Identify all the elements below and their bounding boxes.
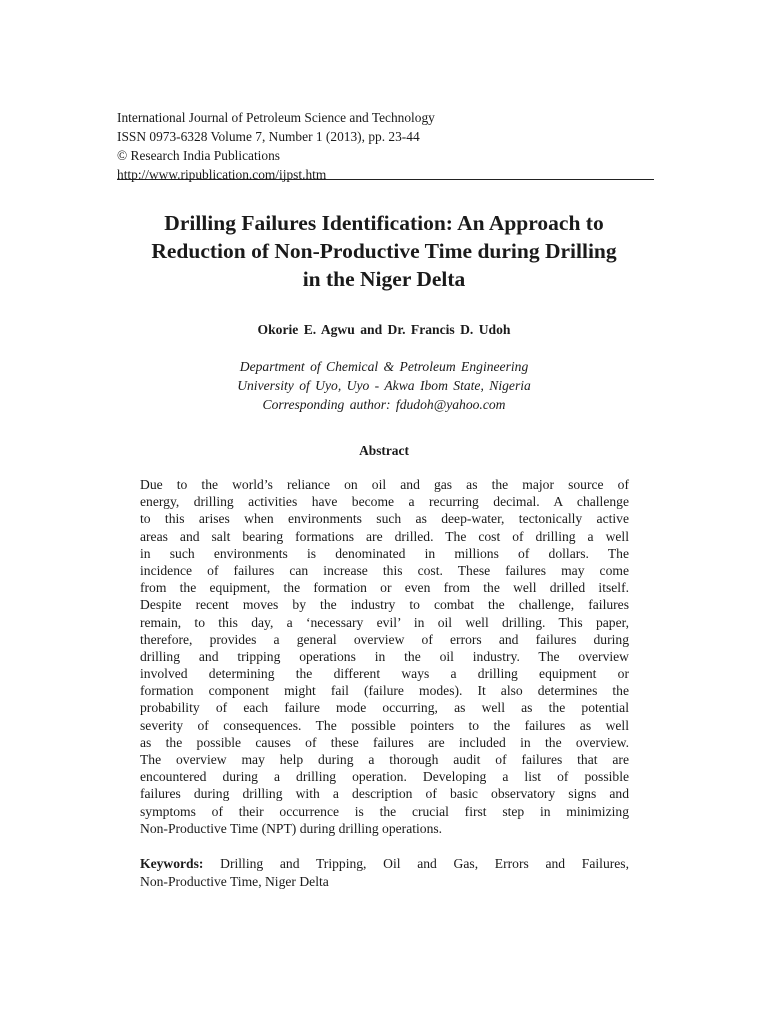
abstract-line: as the possible causes of these failures are included in the overview. (140, 734, 629, 750)
journal-publisher: © Research India Publications (117, 148, 281, 163)
title-line: Reduction of Non-Productive Time during Drilling (151, 239, 617, 263)
keywords-text: Drilling and Tripping, Oil and Gas, Errors and Failures, (220, 856, 629, 871)
abstract-line: The overview may help during a thorough audit of failures that are (140, 752, 629, 767)
keywords-line (140, 855, 629, 873)
paper-authors: Okorie E. Agwu and Dr. Francis D. Udoh (257, 322, 511, 337)
abstract-line: Due to the world’s reliance on oil and gas as the major source of (140, 477, 629, 492)
keywords-line: Non-Productive Time, Niger Delta (140, 873, 329, 889)
abstract-line: energy, drilling activities have become a recurring decimal. A challenge (140, 494, 629, 510)
affiliation-university: University of Uyo, Uyo - Akwa Ibom State, Nigeria (237, 378, 531, 393)
journal-url: http://www.ripublication.com/ijpst.htm (117, 167, 327, 182)
abstract-line: formation component might fail (failure modes). It also determines the (140, 683, 629, 699)
abstract-line: symptoms of their occurrence is the crucial first step in minimizing (140, 803, 629, 819)
abstract-line: therefore, provides a general overview of errors and failures during (140, 631, 629, 647)
abstract-line: areas and salt bearing formations are drilled. The cost of drilling a well (140, 528, 629, 544)
corresponding-author: Corresponding author: fdudoh@yahoo.com (262, 397, 506, 412)
header-divider (117, 179, 654, 180)
abstract-body (140, 476, 629, 837)
journal-header (117, 108, 654, 184)
abstract-line: in such environments is denominated in millions of dollars. The (140, 545, 629, 561)
abstract-line: from the equipment, the formation or even from the well drilled itself. (140, 580, 629, 596)
title-line: Drilling Failures Identification: An Approach to (164, 211, 604, 235)
abstract-heading: Abstract (359, 443, 409, 458)
affiliation-department: Department of Chemical & Petroleum Engineering (239, 359, 529, 374)
paper-title (100, 209, 668, 293)
abstract-line: to this arises when environments such as deep-water, tectonically active (140, 511, 629, 527)
abstract-line: severity of consequences. The possible pointers to the failures as well (140, 717, 629, 733)
author-affiliation (100, 357, 668, 414)
title-line: in the Niger Delta (302, 267, 466, 291)
keywords-label: Keywords: (140, 856, 204, 871)
abstract-line: encountered during a drilling operation. Developing a list of possible (140, 769, 629, 785)
abstract-line: incidence of failures can increase this cost. These failures may come (140, 562, 629, 578)
journal-issn: ISSN 0973-6328 Volume 7, Number 1 (2013), pp. 23-44 (117, 129, 420, 144)
abstract-line: Despite recent moves by the industry to combat the challenge, failures (140, 597, 629, 613)
abstract-line: probability of each failure mode occurring, as well as the potential (140, 700, 629, 716)
abstract-line: involved determining the different ways a drilling equipment or (140, 666, 629, 682)
abstract-line: Non-Productive Time (NPT) during drilling operations. (140, 820, 443, 836)
abstract-line: drilling and tripping operations in the oil industry. The overview (140, 648, 629, 664)
keywords-block (140, 855, 629, 890)
abstract-line: remain, to this day, a ‘necessary evil’ in oil well drilling. This paper, (140, 614, 629, 630)
abstract-line: failures during drilling with a description of basic observatory signs and (140, 786, 629, 802)
journal-name: International Journal of Petroleum Science and Technology (117, 110, 435, 125)
